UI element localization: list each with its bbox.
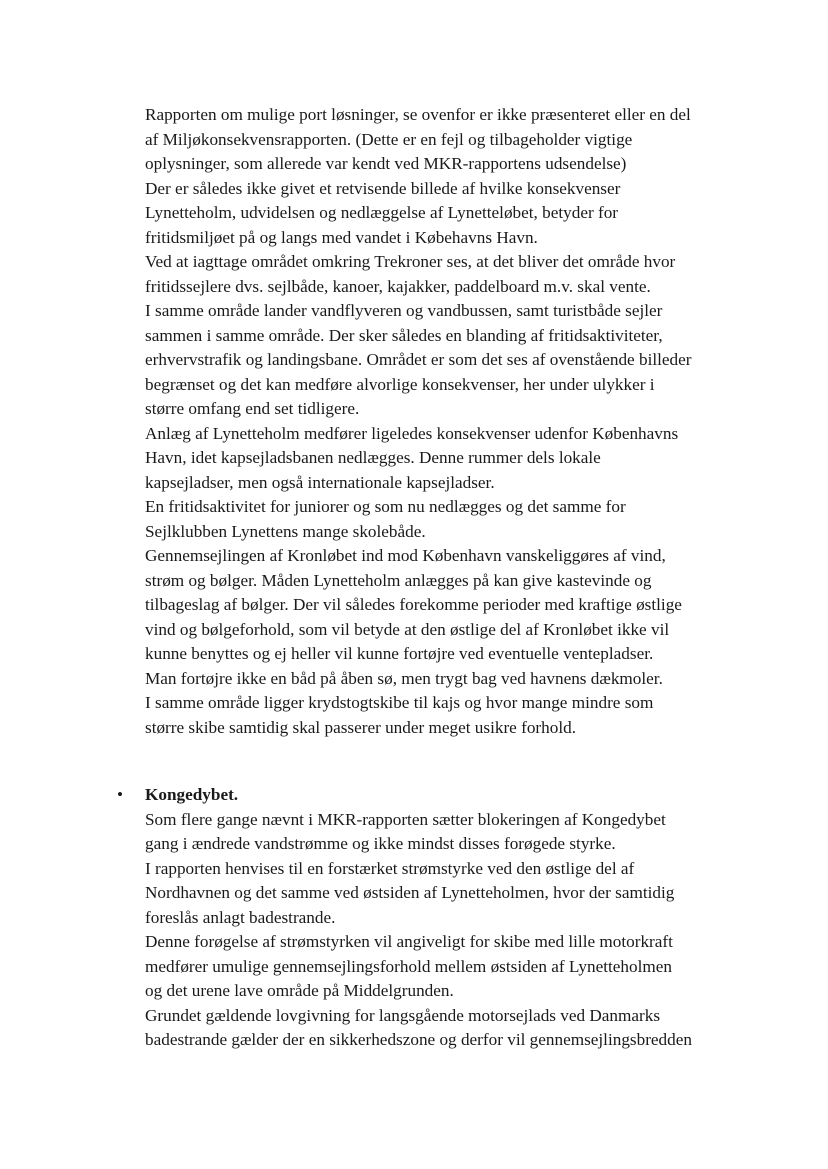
text-line: strøm og bølger. Måden Lynetteholm anlægges på kan give kastevinde og	[145, 570, 652, 590]
text-line: fritidssejlere dvs. sejlbåde, kanoer, kajakker, paddelboard m.v. skal vente.	[145, 276, 651, 296]
text-line: I rapporten henvises til en forstærket strømstyrke ved den østlige del af	[145, 858, 635, 878]
text-line: fritidsmiljøet på og langs med vandet i Købehavns Havn.	[145, 227, 538, 247]
text-line: Anlæg af Lynetteholm medfører ligeledes konsekvenser udenfor Københavns	[145, 423, 679, 443]
text-line: af Miljøkonsekvensrapporten. (Dette er en fejl og tilbageholder vigtige	[145, 129, 633, 149]
paragraph-section-kongedybet	[145, 783, 785, 1053]
text-line: I samme område lander vandflyveren og vandbussen, samt turistbåde sejler	[145, 301, 663, 320]
text-line: Denne forøgelse af strømstyrken vil angiveligt for skibe med lille motorkraft	[145, 932, 673, 951]
text-line: Der er således ikke givet et retvisende billede af hvilke konsekvenser	[145, 178, 621, 198]
text-line: Man fortøjre ikke en båd på åben sø, men trygt bag ved havnens dækmoler.	[145, 668, 663, 688]
text-line: sammen i samme område. Der sker således en blanding af fritidsaktiviteter,	[145, 325, 663, 345]
text-line: Lynetteholm, udvidelsen og nedlæggelse af Lynetteløbet, betyder for	[145, 203, 619, 222]
text-line: kunne benyttes og ej heller vil kunne fortøjre ved eventuelle ventepladser.	[145, 644, 654, 663]
text-line: Rapporten om mulige port løsninger, se ovenfor er ikke præsenteret eller en del	[145, 105, 691, 124]
bullet-point: •	[117, 785, 124, 804]
text-line: gang i ændrede vandstrømme og ikke mindst disses forøgede styrke.	[145, 834, 616, 853]
text-line: Havn, idet kapsejladsbanen nedlægges. Denne rummer dels lokale	[145, 448, 601, 467]
text-line: vind og bølgeforhold, som vil betyde at den østlige del af Kronløbet ikke vil	[145, 619, 670, 639]
text-line: større skibe samtidig skal passerer under meget usikre forhold.	[145, 717, 577, 737]
text-line: større omfang end set tidligere.	[145, 399, 360, 418]
text-line: medfører umulige gennemsejlingsforhold mellem østsiden af Lynetteholmen	[145, 956, 672, 976]
section-heading: Kongedybet.	[145, 785, 239, 804]
text-line: Sejlklubben Lynettens mange skolebåde.	[145, 521, 426, 541]
text-line: tilbageslag af bølger. Der vil således forekomme perioder med kraftige østlige	[145, 595, 682, 614]
text-line: kapsejladser, men også internationale kapsejladser.	[145, 472, 495, 492]
text-line: Gennemsejlingen af Kronløbet ind mod København vanskeliggøres af vind,	[145, 546, 666, 565]
text-line: oplysninger, som allerede var kendt ved MKR-rapportens udsendelse)	[145, 154, 627, 173]
text-line: Grundet gældende lovgivning for langsgående motorsejlads ved Danmarks	[145, 1005, 661, 1025]
text-line: begrænset og det kan medføre alvorlige konsekvenser, her under ulykker i	[145, 374, 655, 394]
text-line: Nordhavnen og det samme ved østsiden af Lynetteholmen, hvor der samtidig	[145, 883, 675, 902]
text-line: erhvervstrafik og landingsbane. Området er som det ses af ovenstående billeder	[145, 350, 692, 369]
text-line: Som flere gange nævnt i MKR-rapporten sætter blokeringen af Kongedybet	[145, 809, 666, 829]
text-line: En fritidsaktivitet for juniorer og som nu nedlægges og det samme for	[145, 497, 626, 516]
text-line: badestrande gælder der en sikkerhedszone og derfor vil gennemsejlingsbredden	[145, 1030, 692, 1049]
text-line: foreslås anlagt badestrande.	[145, 907, 336, 927]
text-line: I samme område ligger krydstogtskibe til kajs og hvor mange mindre som	[145, 693, 654, 712]
paragraph-section-1	[145, 103, 785, 740]
text-line: og det urene lave område på Middelgrunden.	[145, 981, 454, 1000]
text-line: Ved at iagttage området omkring Trekroner ses, at det bliver det område hvor	[145, 252, 676, 271]
